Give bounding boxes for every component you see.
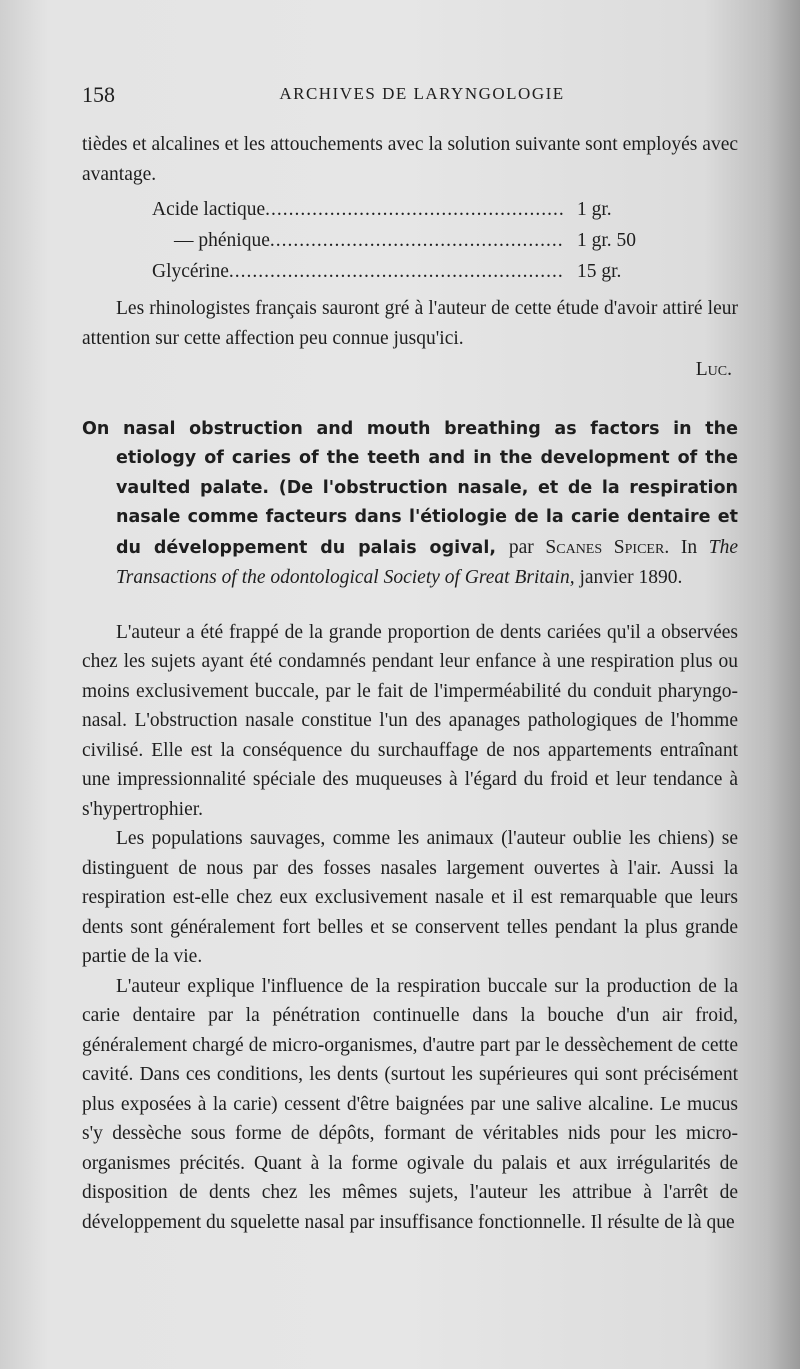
journal-name: The Transactions of the odontological Society of Great Britain, [116, 536, 739, 588]
spacer [82, 594, 738, 618]
recipe-row [152, 195, 672, 226]
body-paragraph: L'auteur explique l'influence de la respiration buccale sur la production de la carie dentaire par la pénétration continuelle dans la bouche d'un air froid, généralement chargé de micro-organismes, d'autre part par le dessèchement de cette cavité. Dans ces conditions, les dents (surtout les supérieures qui sont précisément plus exposées à la carie) cessent d'être baignées par une salive alcaline. Le mucus s'y dessèche sous forme de dépôts, formant de véritables nids pour les micro-organismes précités. Quant à la forme ogivale du palais et aux irrégularités de disposition de dents chez les mêmes sujets, l'auteur les attribue à l'arrêt de développement du squelette nasal par insuffisance fonctionnelle. Il résulte de là que [82, 975, 738, 1233]
intro-text: tièdes et alcalines et les attouchements avec la solution suivante sont employés avec avantage. [82, 134, 738, 185]
recipe-quantity: 1 gr. [577, 199, 612, 220]
in-word: In [680, 536, 698, 558]
article-title-english: On nasal obstruction and mouth breathing as factors in the etiology of caries of the teeth and in the development of the vaulted palate. [82, 418, 738, 498]
recipe-ingredient: Glycérine [152, 261, 229, 282]
page-number: 158 [82, 82, 115, 107]
publication-date: janvier 1890. [579, 567, 683, 588]
recipe-quantity: 15 gr. [577, 261, 622, 282]
article-author: Scanes Spicer. [545, 536, 670, 558]
leader-dots [270, 226, 563, 256]
recipe-list [152, 195, 672, 288]
article-title-block [82, 415, 738, 594]
leader-dots [229, 257, 563, 287]
running-title: ARCHIVES DE LARYNGOLOGIE [279, 84, 565, 103]
article-title-french: (De l'obstruction nasale, et de la respiration nasale comme facteurs dans l'étiologie de la carie dentaire et du développement du palais ogival, [116, 477, 738, 558]
recipe-ingredient: — phénique [174, 230, 270, 251]
reviewer-signature: Luc. [695, 359, 732, 380]
recipe-row [152, 257, 672, 288]
conclusion-text: Les rhinologistes français sauront gré à l'auteur de cette étude d'avoir attiré leur attention sur cette affection peu connue jusqu'ici. [82, 298, 738, 349]
recipe-ingredient: Acide lactique [152, 199, 266, 220]
page-content [82, 130, 738, 1237]
recipe-row [152, 226, 672, 257]
recipe-quantity: 1 gr. 50 [577, 230, 637, 251]
by-word: par [508, 536, 534, 558]
body-paragraph: Les populations sauvages, comme les animaux (l'auteur oublie les chiens) se distinguent de nous par des fosses nasales largement ouvertes à l'air. Aussi la respiration est-elle chez eux exclusivement nasale et il est remarquable que leurs dents sont généralement fort belles et se conservent telles pendant la plus grande partie de la vie. [82, 828, 738, 967]
body-paragraph: L'auteur a été frappé de la grande proportion de dents cariées qu'il a observées chez les sujets ayant été condamnés pendant leur enfance à une respiration plus ou moins exclusivement buccale, par le fait de l'imperméabilité du conduit pharyngo-nasal. L'obstruction nasale constitue l'un des apanages pathologiques de l'homme civilisé. Elle est la conséquence du surchauffage de nos appartements entraînant une impressionnalité spéciale des muqueuses à l'égard du froid et leur tendance à s'hypertrophier. [82, 621, 738, 820]
page-header [82, 82, 762, 112]
leader-dots [265, 195, 563, 225]
